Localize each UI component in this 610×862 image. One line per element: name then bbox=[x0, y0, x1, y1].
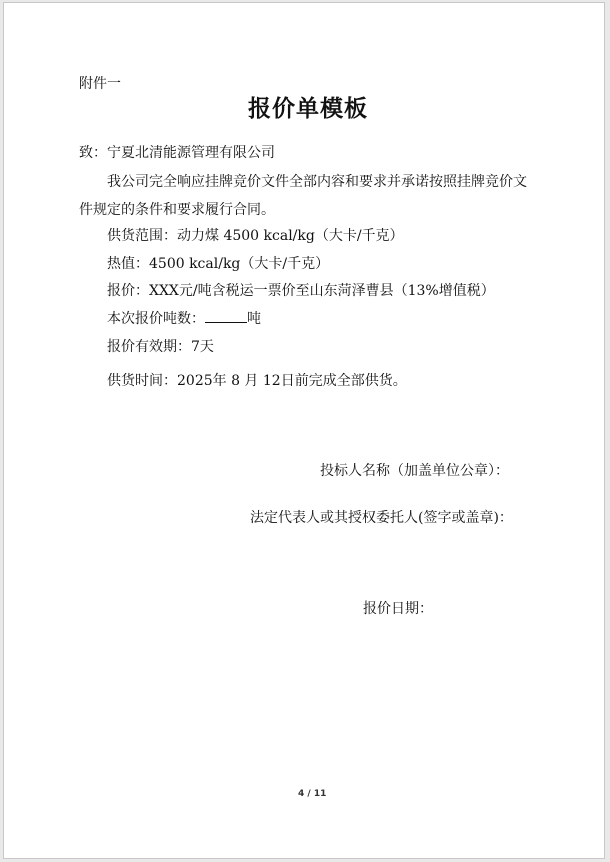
calorific-value: 热值：4500 kcal/kg（大卡/千克） bbox=[107, 256, 330, 272]
document-page bbox=[3, 2, 605, 859]
supply-scope: 供货范围：动力煤 4500 kcal/kg（大卡/千克） bbox=[107, 228, 404, 244]
tonnage-line bbox=[107, 310, 261, 328]
commitment-line-1: 我公司完全响应挂牌竞价文件全部内容和要求并承诺按照挂牌竞价文 bbox=[107, 174, 527, 190]
quote-price: 报价：XXX元/吨含税运一票价至山东菏泽曹县（13%增值税） bbox=[107, 283, 495, 299]
page-indicator: 4 / 11 bbox=[298, 789, 327, 799]
commitment-line-2: 件规定的条件和要求履行合同。 bbox=[79, 202, 275, 218]
tonnage-label: 本次报价吨数： bbox=[107, 311, 205, 327]
tonnage-blank-field bbox=[205, 310, 247, 323]
delivery-time: 供货时间：2025年 8 月 12日前完成全部供货。 bbox=[107, 373, 407, 389]
attachment-label: 附件一 bbox=[79, 76, 121, 92]
bidder-name-label: 投标人名称（加盖单位公章）： bbox=[320, 463, 509, 479]
document-title: 报价单模板 bbox=[248, 95, 368, 122]
quote-date-label: 报价日期： bbox=[363, 601, 433, 617]
recipient-line: 致：宁夏北清能源管理有限公司 bbox=[79, 145, 275, 161]
legal-rep-label: 法定代表人或其授权委托人(签字或盖章)： bbox=[250, 510, 513, 526]
validity-period: 报价有效期：7天 bbox=[107, 339, 214, 355]
tonnage-unit: 吨 bbox=[247, 311, 261, 327]
